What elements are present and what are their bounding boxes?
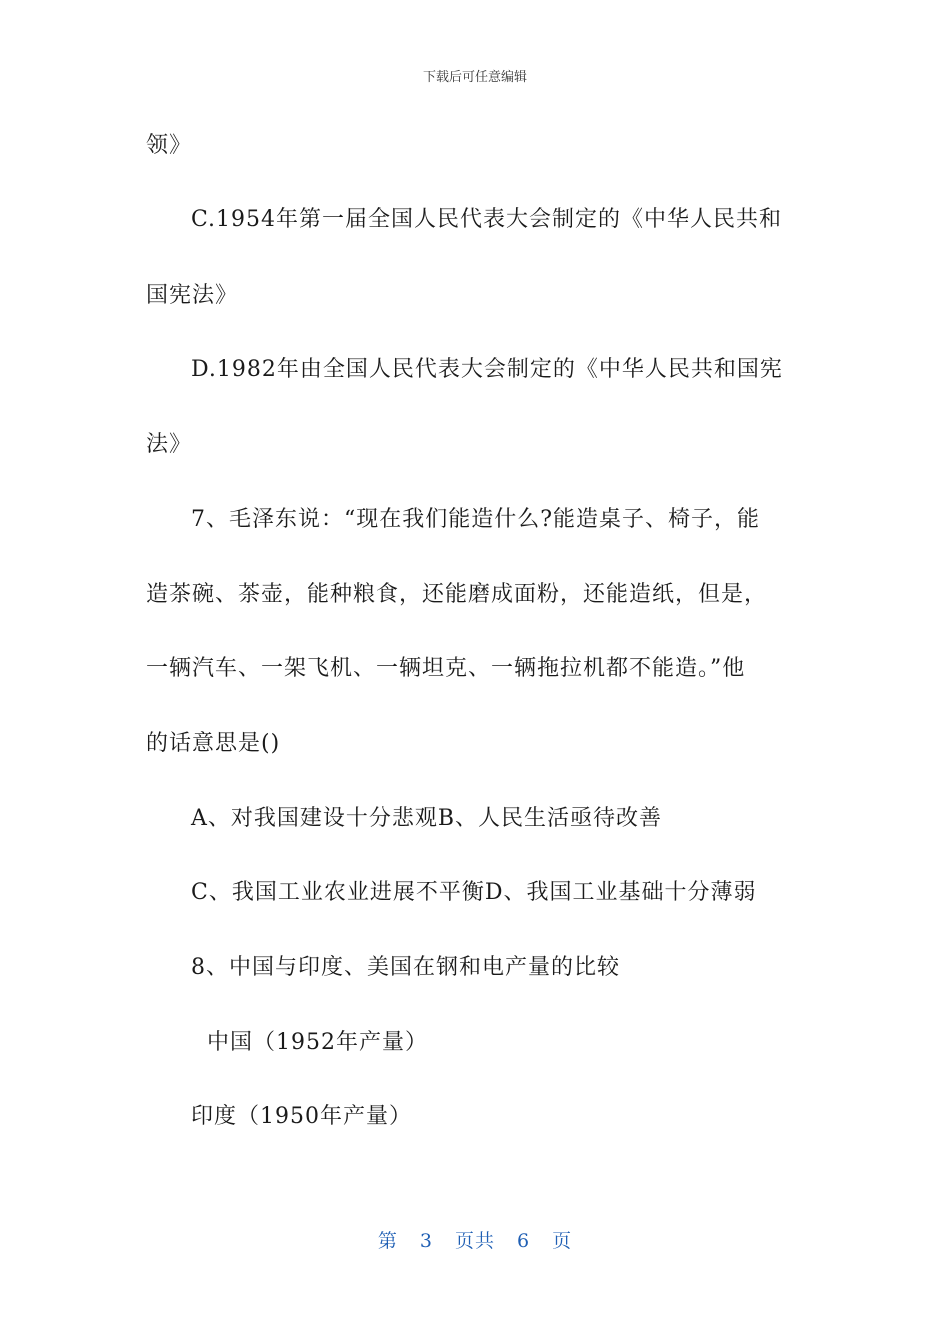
footer-suffix: 页 xyxy=(552,1230,573,1252)
footer-prefix: 第 xyxy=(377,1230,398,1252)
text-line: 国宪法》 xyxy=(146,283,239,308)
text-line: 印度（1950年产量） xyxy=(191,1104,412,1129)
page-header: 下载后可任意编辑 xyxy=(422,70,527,85)
footer-total-pages: 6 xyxy=(517,1230,531,1252)
text-line: 的话意思是() xyxy=(146,731,281,756)
footer-page-number: 3 xyxy=(419,1230,433,1252)
text-line: 法》 xyxy=(146,432,193,457)
footer-middle: 页共 xyxy=(454,1230,495,1252)
text-line: A、对我国建设十分悲观B、人民生活亟待改善 xyxy=(191,806,663,831)
text-line: 领》 xyxy=(146,133,193,158)
text-line: D.1982年由全国人民代表大会制定的《中华人民共和国宪 xyxy=(191,357,783,382)
text-line: 中国（1952年产量） xyxy=(207,1030,428,1055)
text-line: 7、毛泽东说：“现在我们能造什么?能造桌子、椅子，能 xyxy=(191,507,761,532)
text-line: 造茶碗、茶壶，能种粮食，还能磨成面粉，还能造纸，但是， xyxy=(146,582,768,607)
page-footer xyxy=(0,1226,950,1253)
text-line: 8、中国与印度、美国在钢和电产量的比较 xyxy=(191,955,620,980)
text-line: 一辆汽车、一架飞机、一辆坦克、一辆拖拉机都不能造。”他 xyxy=(146,656,746,681)
text-line: C、我国工业农业进展不平衡D、我国工业基础十分薄弱 xyxy=(191,880,757,905)
text-line: C.1954年第一届全国人民代表大会制定的《中华人民共和 xyxy=(191,207,783,232)
